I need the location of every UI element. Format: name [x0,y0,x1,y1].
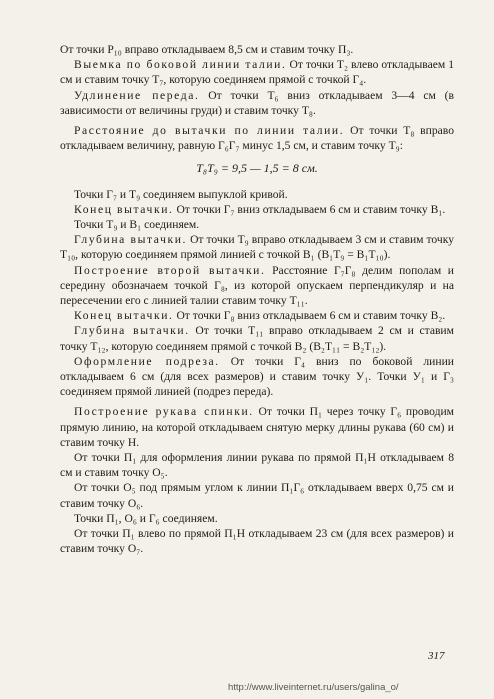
paragraph-heading: Оформление подреза. [74,354,220,368]
paragraph-text: От точки Т₉ вправо откладываем 3 см и ставим точку Т₁₀, которую соединяем прямой линией с точкой В₁ (В₁Т₉ = В₁Т₁₀). [60,233,454,262]
paragraph-text: Точки П₁, О₆ и Г₆ соединяем. [74,511,218,525]
paragraph-heading: Конец вытачки. [74,309,174,323]
paragraph [60,232,454,262]
paragraph-text: От точки Т₈ вправо откладываем величину, равную Г₆Г₇ минус 1,5 см, и ставим точку Т₉: [60,124,454,153]
paragraph-heading: Глубина вытачки. [74,324,190,338]
paragraph-text: От точки P₁₀ вправо откладываем 8,5 см и ставим точку П₃. [60,43,354,56]
paragraph [60,263,454,309]
paragraph [60,480,454,510]
paragraph [60,323,454,353]
paragraph-text: От точки П₁ влево по прямой П₁Н откладываем 23 см (для всех размеров) и ставим точку О₇. [60,527,454,556]
paragraph-text: От точки Т₆ вниз откладываем 3—4 см (в зависимости от величины груди) и ставим точку Т₈. [60,88,455,117]
paragraph-text: От точки Т₁₁ вправо откладываем 2 см и ставим точку Т₁₂, которую соединяем прямой с точкой В₂ (В₂Т₁₁ = В₂Т₁₂). [60,324,454,353]
page-number: 317 [428,650,445,662]
paragraph [60,202,454,217]
paragraph-heading: Построение рукава спинки. [74,405,254,419]
paragraph-text: От точки П₁ через точку Г₆ проводим прямую линию, на которой откладываем снятую мерку длины рукава (60 см) и ставим точку Н. [60,405,455,449]
paragraph-heading: Удлинение переда. [74,88,200,102]
paragraph-heading: Построение второй вытачки. [74,263,266,277]
paragraph [60,450,454,480]
paragraph-heading: Конец вытачки. [74,202,174,216]
paragraph-text: Расстояние Г₇Г₈ делим пополам и середину обозначаем точкой Г₈, из которой опускаем перпендикуляр и на пересечении его с линией талии ставим точку Т₁₁. [60,263,454,308]
paragraph [60,187,454,202]
paragraph-text: От точки О₅ под прямым углом к линии П₁Г₆ откладываем вверх 0,75 см и ставим точку О₆. [60,481,454,510]
paragraph [60,42,454,57]
footer-url[interactable]: http://www.liveinternet.ru/users/galina_o/ [228,682,399,693]
paragraph-text: От точки Г₇ вниз откладываем 6 см и ставим точку В₁. [176,202,446,216]
paragraph-text: Точки Г₇ и Т₉ соединяем выпуклой кривой. [74,187,288,201]
paragraph-heading: Расстояние до вытачки по линии талии. [74,124,345,138]
paragraph-text: От точки Т₂ влево откладываем 1 см и ставим точку Т₇, которую соединяем прямой с точкой Г₄. [60,58,454,87]
text-group-bottom [60,187,454,557]
paragraph [60,526,454,556]
paragraph-text: От точки Г₄ вниз по боковой линии откладываем 6 см (для всех размеров) и ставим точку У₁. Точки У₁ и Г₃ соединяем прямой линией (подрез переда). [60,354,455,399]
paragraph [60,57,454,87]
paragraph-text: От точки П₁ для оформления линии рукава по прямой П₁Н откладываем 8 см и ставим точку О₅. [60,451,454,480]
text-group-top [60,42,454,153]
paragraph-text: Точки Т₉ и В₁ соединяем. [74,218,200,232]
paragraph [60,308,454,323]
paragraph-heading: Выемка по боковой линии талии. [74,58,287,72]
paragraph [60,88,454,118]
paragraph [60,217,454,232]
paragraph-text: От точки Г₈ вниз откладываем 6 см и ставим точку В₂. [176,309,446,323]
paragraph [60,404,454,450]
page-text [60,42,454,557]
paragraph [60,123,454,153]
paragraph-heading: Глубина вытачки. [74,233,188,247]
formula: Т₈Т₉ = 9,5 — 1,5 = 8 см. [196,161,318,176]
paragraph [60,511,454,526]
paragraph [60,354,454,400]
